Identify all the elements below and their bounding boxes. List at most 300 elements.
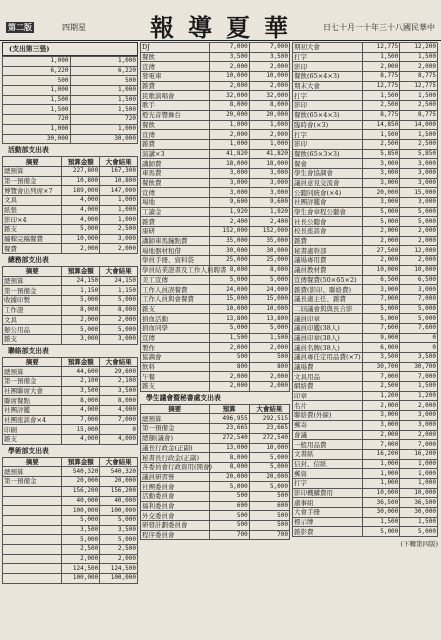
amount-cell: 124,500 <box>100 564 138 574</box>
table-row <box>293 488 438 498</box>
table-row <box>141 236 290 246</box>
amount-cell: 6,500 <box>362 275 400 285</box>
item-cell <box>3 525 62 535</box>
section-title: 聯絡部支出表 <box>8 346 49 355</box>
amount-cell: 2,000 <box>400 430 438 440</box>
table-row <box>293 52 438 62</box>
item-cell: 打字 <box>293 130 363 140</box>
amount-cell: 1,500 <box>362 91 400 101</box>
item-cell: 場地器材租借 <box>141 246 210 256</box>
item-cell: 餐飲 <box>141 120 210 130</box>
item-cell: 聯席餐點 <box>3 396 62 406</box>
table-header-row <box>3 457 138 467</box>
amount-cell: 3,000 <box>62 334 100 344</box>
item-cell <box>3 515 62 525</box>
amount-cell: 500 <box>209 511 249 521</box>
amount-cell: 3,000 <box>400 168 438 178</box>
amount-cell: 8,000 <box>100 396 138 406</box>
amount-cell: 12,775 <box>400 81 438 91</box>
column-header: 預算金額 <box>62 457 100 467</box>
amount-cell: 35,000 <box>249 236 289 246</box>
amount-cell: 5,000 <box>400 207 438 217</box>
amount-cell: 7,000 <box>100 415 138 425</box>
amount-cell: 10,800 <box>100 176 138 186</box>
amount-cell: 23,665 <box>209 424 249 434</box>
table-row <box>141 530 290 540</box>
amount-cell: 1,000 <box>249 120 289 130</box>
amount-cell: 124,500 <box>62 564 100 574</box>
amount-cell: 2,000 <box>100 315 138 325</box>
amount-cell: 30,000 <box>70 134 138 144</box>
amount-cell: 5,000 <box>249 482 289 492</box>
amount-cell: 10,000 <box>400 488 438 498</box>
table-row <box>293 527 438 537</box>
item-cell: 議長處主任、雜費 <box>293 294 363 304</box>
table-row <box>141 304 290 314</box>
item-cell: 文具用品 <box>293 372 363 382</box>
amount-cell: 2,400 <box>209 217 249 227</box>
table-row <box>3 195 138 205</box>
amount-cell: 35,000 <box>209 236 249 246</box>
table-row <box>293 517 438 527</box>
amount-cell: 30,000 <box>362 508 400 518</box>
amount-cell: 3,000 <box>362 411 400 421</box>
item-cell: 議員名牌(38人) <box>293 343 363 353</box>
table-row <box>141 178 290 188</box>
table-header-row <box>141 404 290 414</box>
table-row <box>3 406 138 416</box>
item-cell: 第一預備金 <box>3 477 62 487</box>
table-row <box>3 376 138 386</box>
amount-cell: 5,000 <box>62 225 100 235</box>
amount-cell: 8,000 <box>209 462 249 472</box>
amount-cell: 5,000 <box>400 217 438 227</box>
amount-cell: 5,000 <box>400 527 438 537</box>
table-row <box>293 343 438 353</box>
amount-cell: 500 <box>249 521 289 531</box>
amount-cell: 3,500 <box>209 52 249 62</box>
amount-cell: 10,000 <box>209 304 249 314</box>
budget-table <box>2 156 138 254</box>
table-row <box>141 414 290 424</box>
item-cell: 處事組 <box>293 498 363 508</box>
table-row <box>293 130 438 140</box>
column-left <box>2 42 138 584</box>
amount-cell: 500 <box>209 521 249 531</box>
amount-cell: 800 <box>209 362 249 372</box>
table-row <box>3 544 138 554</box>
amount-cell: 3,000 <box>400 420 438 430</box>
amount-cell: 30,700 <box>362 362 400 372</box>
amount-cell: 8,000 <box>209 453 249 463</box>
table-row <box>3 525 138 535</box>
item-cell: 郵資 <box>293 469 363 479</box>
table-row <box>293 362 438 372</box>
item-cell: 議員意見交流會 <box>293 178 363 188</box>
amount-cell: 5,000 <box>400 314 438 324</box>
table-row <box>293 459 438 469</box>
amount-cell: 2,000 <box>249 343 289 353</box>
amount-cell: 5,000 <box>362 207 400 217</box>
item-cell: 社團聯席大會 <box>3 386 62 396</box>
amount-cell: 540,320 <box>62 467 100 477</box>
item-cell: 文書紙 <box>293 449 363 459</box>
amount-cell: 189,000 <box>62 186 100 196</box>
table-row <box>293 110 438 120</box>
amount-cell: 10,000 <box>362 265 400 275</box>
table-row <box>141 285 290 295</box>
item-cell: 社團座談會×4 <box>3 415 62 425</box>
table-row <box>141 168 290 178</box>
amount-cell: 7,000 <box>362 372 400 382</box>
amount-cell: 24,150 <box>62 276 100 286</box>
column-header: 大會結果 <box>100 157 138 167</box>
table-row <box>293 149 438 159</box>
amount-cell: 30,700 <box>400 362 438 372</box>
amount-cell: 3,000 <box>100 334 138 344</box>
item-cell: 雜影費 <box>293 527 363 537</box>
item-cell: 學員結業證書及工作人員聘書 <box>142 266 227 275</box>
budget-table <box>2 457 138 584</box>
table-row <box>3 86 138 96</box>
amount-cell: 8,775 <box>362 72 400 82</box>
item-cell: 編輯完稿餐費 <box>3 234 62 244</box>
amount-cell: 3,000 <box>400 285 438 295</box>
amount-cell: 8,000 <box>62 396 100 406</box>
item-cell: 康研 <box>141 227 210 237</box>
item-cell: DJ <box>141 43 210 53</box>
column-header: 預算 <box>209 404 249 414</box>
budget-table <box>2 357 138 445</box>
table-row <box>293 62 438 72</box>
amount-cell: 5,000 <box>100 515 138 525</box>
item-cell <box>3 544 62 554</box>
item-cell: 網絡費 <box>293 382 363 392</box>
table-row <box>141 424 290 434</box>
amount-cell: 3,000 <box>209 168 249 178</box>
amount-cell: 10,000 <box>249 443 289 453</box>
amount-cell: 4,000 <box>100 406 138 416</box>
amount-cell: 1,000 <box>400 469 438 479</box>
table-row <box>293 469 438 479</box>
item-cell: 印章 <box>293 391 363 401</box>
table-row <box>141 62 290 72</box>
item-cell: 雜支 <box>141 304 210 314</box>
item-cell: 影印 <box>293 101 363 111</box>
amount-cell: 12,200 <box>400 43 438 53</box>
amount-cell: 500 <box>249 511 289 521</box>
table-row <box>141 433 290 443</box>
table-row <box>141 207 290 217</box>
table-row <box>141 453 290 463</box>
table-row <box>293 420 438 430</box>
item-cell: 工讀金 <box>141 207 210 217</box>
amount-cell: 5,000 <box>249 275 289 285</box>
item-cell: 文具 <box>3 195 62 205</box>
item-cell: 社長公聽會 <box>293 217 363 227</box>
table-row <box>141 227 290 237</box>
budget-table <box>140 42 290 392</box>
table-row <box>293 353 438 363</box>
amount-cell: 41,820 <box>209 149 249 159</box>
amount-cell: 2,000 <box>362 256 400 266</box>
item-cell: 大會手冊 <box>293 508 363 518</box>
table-row <box>3 477 138 487</box>
amount-cell: 14,850 <box>362 120 400 130</box>
table-row <box>3 535 138 545</box>
item-cell: 總預算 <box>141 414 210 424</box>
item-cell: 工作證 <box>3 305 62 315</box>
amount-cell: 1,500 <box>400 382 438 392</box>
amount-cell: 1,500 <box>362 517 400 527</box>
amount-cell: 4,000 <box>62 215 100 225</box>
amount-cell: 167,300 <box>100 166 138 176</box>
table-row <box>141 198 290 208</box>
amount-cell: 500 <box>249 353 289 363</box>
amount-cell: 5,000 <box>209 275 249 285</box>
table-row <box>293 508 438 518</box>
item-cell <box>3 535 62 545</box>
amount-cell: 5,000 <box>62 325 100 335</box>
item-cell: 協調會 <box>141 353 210 363</box>
amount-cell: 2,000 <box>100 244 138 254</box>
amount-cell: 2,000 <box>249 62 289 72</box>
item-cell: 議員研習營 <box>141 472 210 482</box>
amount-cell: 30,000 <box>3 134 71 144</box>
item-cell: 第一預備金 <box>3 376 62 386</box>
amount-cell: 1,500 <box>3 95 71 105</box>
item-cell: 雜支 <box>3 225 62 235</box>
amount-cell: 3,000 <box>100 234 138 244</box>
table-row <box>141 43 290 53</box>
item-cell: 議場費 <box>293 362 363 372</box>
amount-cell: 6,220 <box>70 66 138 76</box>
table-row <box>141 120 290 130</box>
item-cell: 演講×3 <box>141 149 210 159</box>
table-row <box>3 115 138 125</box>
column-header: 摘要 <box>3 267 62 277</box>
item-cell: 餐費 <box>3 244 62 254</box>
table-row <box>293 440 438 450</box>
amount-cell: 25,000 <box>209 256 249 266</box>
item-cell: 雜支 <box>3 435 62 445</box>
amount-cell: 8,000 <box>100 305 138 315</box>
amount-cell: 147,000 <box>100 186 138 196</box>
item-cell: 一般用品費 <box>293 440 363 450</box>
amount-cell: 3,000 <box>249 178 289 188</box>
amount-cell: 9,000 <box>362 333 400 343</box>
budget-table <box>2 56 138 144</box>
amount-cell: 5,000 <box>100 325 138 335</box>
table-row <box>141 362 290 372</box>
item-cell <box>3 554 62 564</box>
item-cell: 博覽會出列席×7 <box>3 186 62 196</box>
amount-cell: 10,000 <box>249 72 289 82</box>
table-row <box>3 276 138 286</box>
table-row <box>3 415 138 425</box>
item-cell: 場地 <box>141 198 210 208</box>
item-cell: 秘書長行政金(正副) <box>141 453 210 463</box>
item-cell: 總額(議會) <box>141 433 210 443</box>
amount-cell: 6,000 <box>362 343 400 353</box>
amount-cell: 100,000 <box>62 506 100 516</box>
table-row <box>3 57 138 67</box>
amount-cell: 7,000 <box>400 440 438 450</box>
amount-cell: 2,000 <box>209 382 249 392</box>
table-row <box>3 186 138 196</box>
amount-cell: 1,000 <box>3 86 71 96</box>
item-cell: 打字 <box>293 52 363 62</box>
item-cell: 宣傳 <box>141 333 210 343</box>
amount-cell: 2,100 <box>100 376 138 386</box>
newspaper-masthead <box>0 0 441 41</box>
amount-cell: 36,500 <box>400 498 438 508</box>
table-row <box>3 76 138 86</box>
table-row <box>141 81 290 91</box>
table-row <box>141 482 290 492</box>
item-cell: 第一預備金 <box>141 424 210 434</box>
amount-cell: 156,200 <box>100 486 138 496</box>
table-row <box>293 333 438 343</box>
amount-cell: 40,000 <box>62 496 100 506</box>
item-cell: 總預算 <box>3 166 62 176</box>
table-row <box>3 286 138 296</box>
amount-cell: 8,000 <box>209 101 249 111</box>
table-row <box>293 120 438 130</box>
table-row <box>3 305 138 315</box>
table-row <box>3 105 138 115</box>
table-row <box>293 159 438 169</box>
item-cell: 第一預備金 <box>3 286 62 296</box>
item-cell: 美工宣傳 <box>141 275 210 285</box>
table-row <box>3 425 138 435</box>
budget-table <box>2 266 138 345</box>
amount-cell: 1,500 <box>3 105 71 115</box>
amount-cell: 10,000 <box>400 265 438 275</box>
amount-cell: 720 <box>3 115 71 125</box>
column-header: 大會結果 <box>100 457 138 467</box>
column-header: 摘要 <box>3 157 62 167</box>
amount-cell: 20,000 <box>62 477 100 487</box>
amount-cell: 600 <box>249 501 289 511</box>
amount-cell: 2,500 <box>100 225 138 235</box>
amount-cell: 3,000 <box>400 411 438 421</box>
amount-cell: 14,000 <box>400 120 438 130</box>
item-cell: 辦公用品 <box>3 325 62 335</box>
budget-table <box>140 404 290 541</box>
item-cell: 社團評鑑 <box>3 406 62 416</box>
amount-cell: 13,000 <box>209 443 249 453</box>
amount-cell: 3,500 <box>100 525 138 535</box>
table-row <box>141 149 290 159</box>
table-row <box>141 521 290 531</box>
amount-cell: 20,000 <box>100 477 138 487</box>
table-row <box>3 134 138 144</box>
table-row <box>293 101 438 111</box>
amount-cell: 41,820 <box>249 149 289 159</box>
item-cell: 午餐 <box>141 372 210 382</box>
amount-cell: 1,000 <box>100 195 138 205</box>
item-cell: 期末大會 <box>293 81 363 91</box>
amount-cell: 3,500 <box>362 353 400 363</box>
section-title: (支出第三張) <box>2 42 138 56</box>
amount-cell: 0 <box>400 333 438 343</box>
amount-cell: 5,000 <box>362 217 400 227</box>
amount-cell: 3,500 <box>400 353 438 363</box>
table-row <box>293 275 438 285</box>
amount-cell: 5,000 <box>62 296 100 306</box>
table-row <box>141 382 290 392</box>
item-cell: 餐會 <box>293 159 363 169</box>
amount-cell: 3,500 <box>62 525 100 535</box>
amount-cell: 3,500 <box>62 386 100 396</box>
table-row <box>141 372 290 382</box>
amount-cell: 3,000 <box>400 159 438 169</box>
item-cell: 議員印章 <box>293 314 363 324</box>
item-cell: 宣傳餐費(50×65×2) <box>293 275 363 285</box>
table-row <box>3 215 138 225</box>
table-row <box>141 343 290 353</box>
amount-cell: 20,000 <box>249 472 289 482</box>
amount-cell: 30,000 <box>249 246 289 256</box>
amount-cell: 15,000 <box>400 188 438 198</box>
table-row <box>141 353 290 363</box>
item-cell: 打字 <box>293 91 363 101</box>
amount-cell: 1,500 <box>400 52 438 62</box>
table-row <box>141 52 290 62</box>
table-row <box>293 430 438 440</box>
table-row <box>3 396 138 406</box>
table-row <box>293 236 438 246</box>
table-row <box>3 244 138 254</box>
item-cell: 講師費 <box>141 159 210 169</box>
item-cell <box>3 486 62 496</box>
table-row <box>141 511 290 521</box>
amount-cell: 6,500 <box>400 275 438 285</box>
amount-cell: 5,000 <box>362 314 400 324</box>
amount-cell: 3,500 <box>249 52 289 62</box>
amount-cell: 1,200 <box>400 391 438 401</box>
amount-cell: 3,000 <box>362 285 400 295</box>
table-row <box>293 207 438 217</box>
table-row <box>3 315 138 325</box>
amount-cell: 1,500 <box>362 130 400 140</box>
amount-cell: 12,775 <box>362 43 400 53</box>
amount-cell: 227,800 <box>62 166 100 176</box>
item-cell <box>3 496 62 506</box>
item-cell: 民歌演唱會 <box>141 91 210 101</box>
amount-cell: 1,920 <box>249 207 289 217</box>
table-header-row <box>3 157 138 167</box>
amount-cell: 540,320 <box>100 467 138 477</box>
amount-cell: 1,500 <box>400 91 438 101</box>
column-header: 摘要 <box>141 404 210 414</box>
amount-cell: 1,000 <box>100 205 138 215</box>
amount-cell: 152,000 <box>249 227 289 237</box>
amount-cell: 292,515 <box>249 414 289 424</box>
amount-cell: 2,000 <box>400 62 438 72</box>
amount-cell: 1,000 <box>209 139 249 149</box>
amount-cell: 152,000 <box>209 227 249 237</box>
item-cell: 雜費 <box>141 139 210 149</box>
amount-cell: 2,500 <box>362 101 400 111</box>
table-row <box>141 159 290 169</box>
amount-cell: 10,800 <box>62 176 100 186</box>
amount-cell: 8,775 <box>400 110 438 120</box>
item-cell: 雜費 <box>141 81 210 91</box>
item-cell: 影印×4 <box>3 215 62 225</box>
amount-cell: 7,000 <box>400 294 438 304</box>
